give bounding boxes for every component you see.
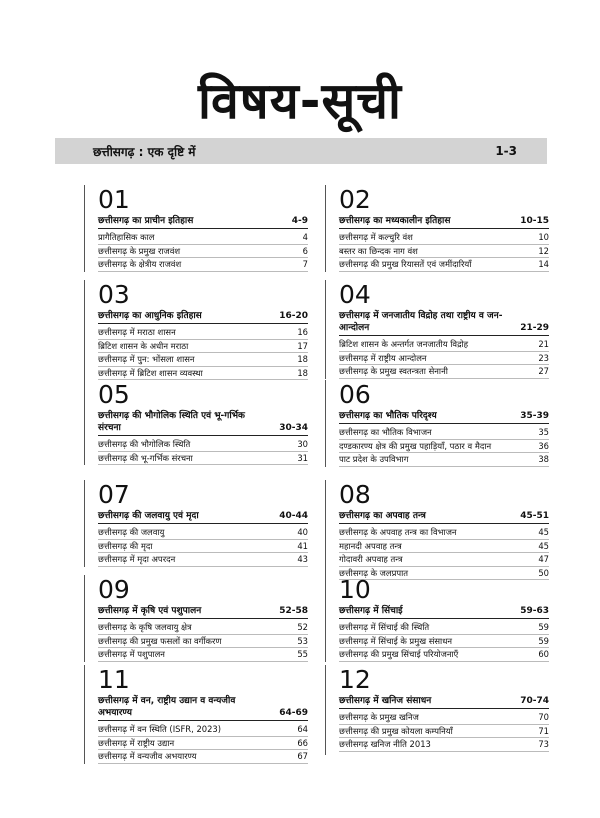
entry-page: 30 [297, 439, 308, 449]
chapter-title: छत्तीसगढ़ की जलवायु एवं मृदा [98, 511, 199, 521]
entry-title: छत्तीसगढ़ का भौतिक विभाजन [339, 427, 432, 437]
toc-entry[interactable] [339, 725, 549, 739]
entry-title: छत्तीसगढ़ में कल्चुरि वंश [339, 232, 413, 242]
toc-section [325, 280, 549, 379]
entry-page: 23 [538, 352, 549, 363]
entry-title: छत्तीसगढ़ की भौगोलिक स्थिति [98, 439, 191, 449]
toc-section [84, 380, 308, 465]
entry-title: छत्तीसगढ़ की प्रमुख फसलों का वर्गीकरण [98, 635, 222, 646]
entry-page: 59 [538, 622, 549, 632]
chapter-title: छत्तीसगढ़ में खनिज संसाधन [339, 696, 432, 706]
toc-entry[interactable] [98, 340, 308, 354]
entry-title: छत्तीसगढ़ के क्षेत्रीय राजवंश [98, 259, 182, 270]
chapter-pages: 4-9 [291, 216, 308, 226]
toc-section [325, 575, 549, 662]
entry-title: छत्तीसगढ़ में पुन: भोंसला शासन [98, 354, 195, 365]
toc-entry[interactable] [339, 453, 549, 467]
toc-entry[interactable] [98, 737, 308, 751]
entry-title: छत्तीसगढ़ के प्रमुख खनिज [339, 712, 419, 722]
chapter-pages: 35-39 [520, 411, 549, 421]
entry-page: 66 [297, 737, 308, 748]
entry-page: 14 [538, 259, 549, 270]
chapter-pages: 45-51 [520, 511, 549, 521]
entry-title: छत्तीसगढ़ में मराठा शासन [98, 327, 176, 337]
entry-page: 59 [538, 635, 549, 646]
toc-entry[interactable] [98, 231, 308, 245]
toc-entry[interactable] [339, 338, 549, 352]
toc-entry[interactable] [98, 258, 308, 272]
entry-title: छत्तीसगढ़ में ब्रिटिश शासन व्यवस्था [98, 367, 203, 378]
toc-entry[interactable] [339, 711, 549, 725]
banner-pages: 1-3 [495, 144, 517, 158]
section-number: 03 [98, 280, 130, 309]
entry-page: 38 [538, 454, 549, 465]
chapter-pages: 64-69 [279, 708, 308, 718]
chapter-heading[interactable] [339, 215, 549, 229]
entry-page: 53 [297, 635, 308, 646]
chapter-title: छत्तीसगढ़ की भौगोलिक स्थिति एवं भू-गर्भिक संरचना [98, 411, 245, 433]
entry-title: छत्तीसगढ़ की भू-गर्भिक संरचना [98, 452, 193, 463]
page-title: विषय-सूची [198, 72, 402, 130]
section-number: 01 [98, 185, 130, 214]
toc-entry[interactable] [339, 621, 549, 635]
entry-page: 31 [297, 452, 308, 463]
entry-page: 36 [538, 440, 549, 451]
chapter-heading[interactable] [339, 605, 549, 619]
section-number: 04 [339, 280, 371, 309]
section-number: 10 [339, 575, 371, 604]
section-number: 08 [339, 480, 371, 509]
entry-page: 6 [302, 245, 308, 256]
entry-page: 16 [297, 327, 308, 337]
toc-entry[interactable] [98, 621, 308, 635]
toc-section [84, 280, 308, 380]
section-number: 09 [98, 575, 130, 604]
entry-page: 55 [297, 649, 308, 660]
entry-page: 27 [538, 366, 549, 377]
banner-label: छत्तीसगढ़ : एक दृष्टि में [93, 144, 196, 159]
entry-title: छत्तीसगढ़ की मृदा [98, 540, 153, 551]
entry-title: गोदावरी अपवाह तन्त्र [339, 554, 403, 565]
chapter-title: छत्तीसगढ़ का आधुनिक इतिहास [98, 311, 202, 321]
chapter-pages: 70-74 [520, 696, 549, 706]
entry-page: 40 [297, 527, 308, 537]
toc-entry[interactable] [339, 245, 549, 259]
chapter-heading[interactable] [98, 310, 308, 324]
toc-section [84, 185, 308, 272]
chapter-heading[interactable] [98, 510, 308, 524]
entry-page: 35 [538, 427, 549, 437]
toc-entry[interactable] [339, 526, 549, 540]
toc-entry[interactable] [98, 452, 308, 466]
entry-page: 17 [297, 340, 308, 351]
chapter-pages: 59-63 [520, 606, 549, 616]
chapter-title: छत्तीसगढ़ का भौतिक परिदृश्य [339, 411, 437, 421]
section-number: 11 [98, 665, 130, 694]
entry-title: छत्तीसगढ़ में राष्ट्रीय आन्दोलन [339, 352, 427, 363]
entry-page: 60 [538, 649, 549, 660]
chapter-title: छत्तीसगढ़ में वन, राष्ट्रीय उद्यान व वन्यजीव अभयारण्य [98, 696, 236, 718]
entry-title: ब्रिटिश शासन के अधीन मराठा [98, 340, 189, 351]
toc-entry[interactable] [98, 353, 308, 367]
chapter-title: छत्तीसगढ़ में कृषि एवं पशुपालन [98, 606, 202, 616]
overview-banner[interactable] [55, 138, 547, 164]
entry-page: 4 [302, 232, 308, 242]
chapter-pages: 16-20 [279, 311, 308, 321]
chapter-title: छत्तीसगढ़ में जनजातीय विद्रोह तथा राष्ट्रीय व जन-आन्दोलन [339, 311, 503, 333]
entry-title: पाट प्रदेश के उपविभाग [339, 454, 409, 465]
chapter-title: छत्तीसगढ़ का मध्यकालीन इतिहास [339, 216, 451, 226]
entry-title: प्रागैतिहासिक काल [98, 232, 155, 242]
entry-title: छत्तीसगढ़ की जलवायु [98, 527, 165, 537]
chapter-heading[interactable] [98, 605, 308, 619]
entry-title: छत्तीसगढ़ के कृषि जलवायु क्षेत्र [98, 622, 192, 632]
chapter-pages: 52-58 [279, 606, 308, 616]
entry-page: 67 [297, 751, 308, 762]
entry-page: 12 [538, 245, 549, 256]
entry-title: छत्तीसगढ़ की प्रमुख सिंचाई परियोजनाएँ [339, 649, 459, 660]
toc-entry[interactable] [98, 750, 308, 764]
section-number: 07 [98, 480, 130, 509]
toc-section [84, 480, 308, 567]
entry-page: 7 [302, 259, 308, 270]
chapter-heading[interactable] [339, 510, 549, 524]
chapter-pages: 40-44 [279, 511, 308, 521]
chapter-title: छत्तीसगढ़ का प्राचीन इतिहास [98, 216, 194, 226]
entry-title: छत्तीसगढ़ के प्रमुख राजवंश [98, 245, 181, 256]
entry-title: बस्तर का छिन्दक नाग वंश [339, 245, 418, 256]
entry-page: 64 [297, 724, 308, 734]
entry-title: छत्तीसगढ़ में सिंचाई की स्थिति [339, 622, 430, 632]
toc-entry[interactable] [339, 648, 549, 662]
entry-title: छत्तीसगढ़ की प्रमुख रियासतें एवं जमींदारियाँ [339, 259, 472, 270]
entry-title: छत्तीसगढ़ के जलप्रपात [339, 567, 409, 578]
toc-entry[interactable] [339, 258, 549, 272]
toc-entry[interactable] [98, 526, 308, 540]
entry-page: 45 [538, 540, 549, 551]
toc-entry[interactable] [339, 440, 549, 454]
section-number: 06 [339, 380, 371, 409]
chapter-heading[interactable] [98, 695, 308, 721]
toc-entry[interactable] [339, 352, 549, 366]
toc-section [84, 665, 308, 764]
toc-entry[interactable] [98, 553, 308, 567]
chapter-pages: 21-29 [520, 323, 549, 333]
chapter-heading[interactable] [98, 410, 308, 436]
entry-title: छत्तीसगढ़ में वन्यजीव अभयारण्य [98, 751, 197, 762]
entry-title: छत्तीसगढ़ के प्रमुख स्वतन्त्रता सेनानी [339, 366, 448, 377]
toc-entry[interactable] [98, 438, 308, 452]
toc-section [84, 575, 308, 662]
entry-title: छत्तीसगढ़ में मृदा अपरदन [98, 554, 176, 565]
section-number: 02 [339, 185, 371, 214]
entry-title: छत्तीसगढ़ की प्रमुख कोयला कम्पनियाँ [339, 725, 453, 736]
chapter-heading[interactable] [339, 695, 549, 709]
entry-page: 52 [297, 622, 308, 632]
entry-page: 18 [297, 367, 308, 378]
chapter-pages: 10-15 [520, 216, 549, 226]
entry-page: 73 [538, 739, 549, 750]
chapter-pages: 30-34 [279, 423, 308, 433]
entry-page: 21 [538, 339, 549, 349]
toc-entry[interactable] [339, 426, 549, 440]
chapter-heading[interactable] [339, 310, 549, 336]
toc-entry[interactable] [98, 635, 308, 649]
toc-section [325, 665, 549, 755]
entry-title: छत्तीसगढ़ के अपवाह तन्त्र का विभाजन [339, 527, 457, 537]
chapter-title: छत्तीसगढ़ में सिंचाई [339, 606, 403, 616]
toc-entry[interactable] [98, 326, 308, 340]
section-number: 12 [339, 665, 371, 694]
toc-entry[interactable] [98, 245, 308, 259]
entry-page: 45 [538, 527, 549, 537]
entry-page: 18 [297, 354, 308, 365]
toc-entry[interactable] [339, 540, 549, 554]
chapter-heading[interactable] [98, 215, 308, 229]
entry-page: 10 [538, 232, 549, 242]
entry-page: 47 [538, 554, 549, 565]
toc-entry[interactable] [98, 540, 308, 554]
toc-section [325, 380, 549, 467]
entry-title: दण्डकारण्य क्षेत्र की प्रमुख पहाड़ियाँ, पठार व मैदान [339, 440, 492, 451]
entry-title: महानदी अपवाह तन्त्र [339, 540, 402, 551]
toc-entry[interactable] [339, 553, 549, 567]
entry-title: ब्रिटिश शासन के अन्तर्गत जनजातीय विद्रोह [339, 339, 469, 349]
toc-entry[interactable] [339, 738, 549, 752]
entry-page: 71 [538, 725, 549, 736]
entry-page: 41 [297, 540, 308, 551]
toc-entry[interactable] [339, 231, 549, 245]
entry-title: छत्तीसगढ़ में सिंचाई के प्रमुख संसाधन [339, 635, 453, 646]
chapter-title: छत्तीसगढ़ का अपवाह तन्त्र [339, 511, 426, 521]
toc-entry[interactable] [98, 367, 308, 381]
entry-page: 50 [538, 567, 549, 578]
toc-entry[interactable] [339, 365, 549, 379]
entry-page: 43 [297, 554, 308, 565]
toc-entry[interactable] [98, 648, 308, 662]
toc-section [325, 480, 549, 580]
toc-entry[interactable] [339, 635, 549, 649]
toc-entry[interactable] [98, 723, 308, 737]
entry-title: छत्तीसगढ़ खनिज नीति 2013 [339, 739, 431, 750]
chapter-heading[interactable] [339, 410, 549, 424]
entry-title: छत्तीसगढ़ में वन स्थिति (ISFR, 2023) [98, 724, 222, 734]
entry-title: छत्तीसगढ़ में राष्ट्रीय उद्यान [98, 737, 175, 748]
toc-section [325, 185, 549, 272]
entry-page: 70 [538, 712, 549, 722]
entry-title: छत्तीसगढ़ में पशुपालन [98, 649, 165, 660]
section-number: 05 [98, 380, 130, 409]
